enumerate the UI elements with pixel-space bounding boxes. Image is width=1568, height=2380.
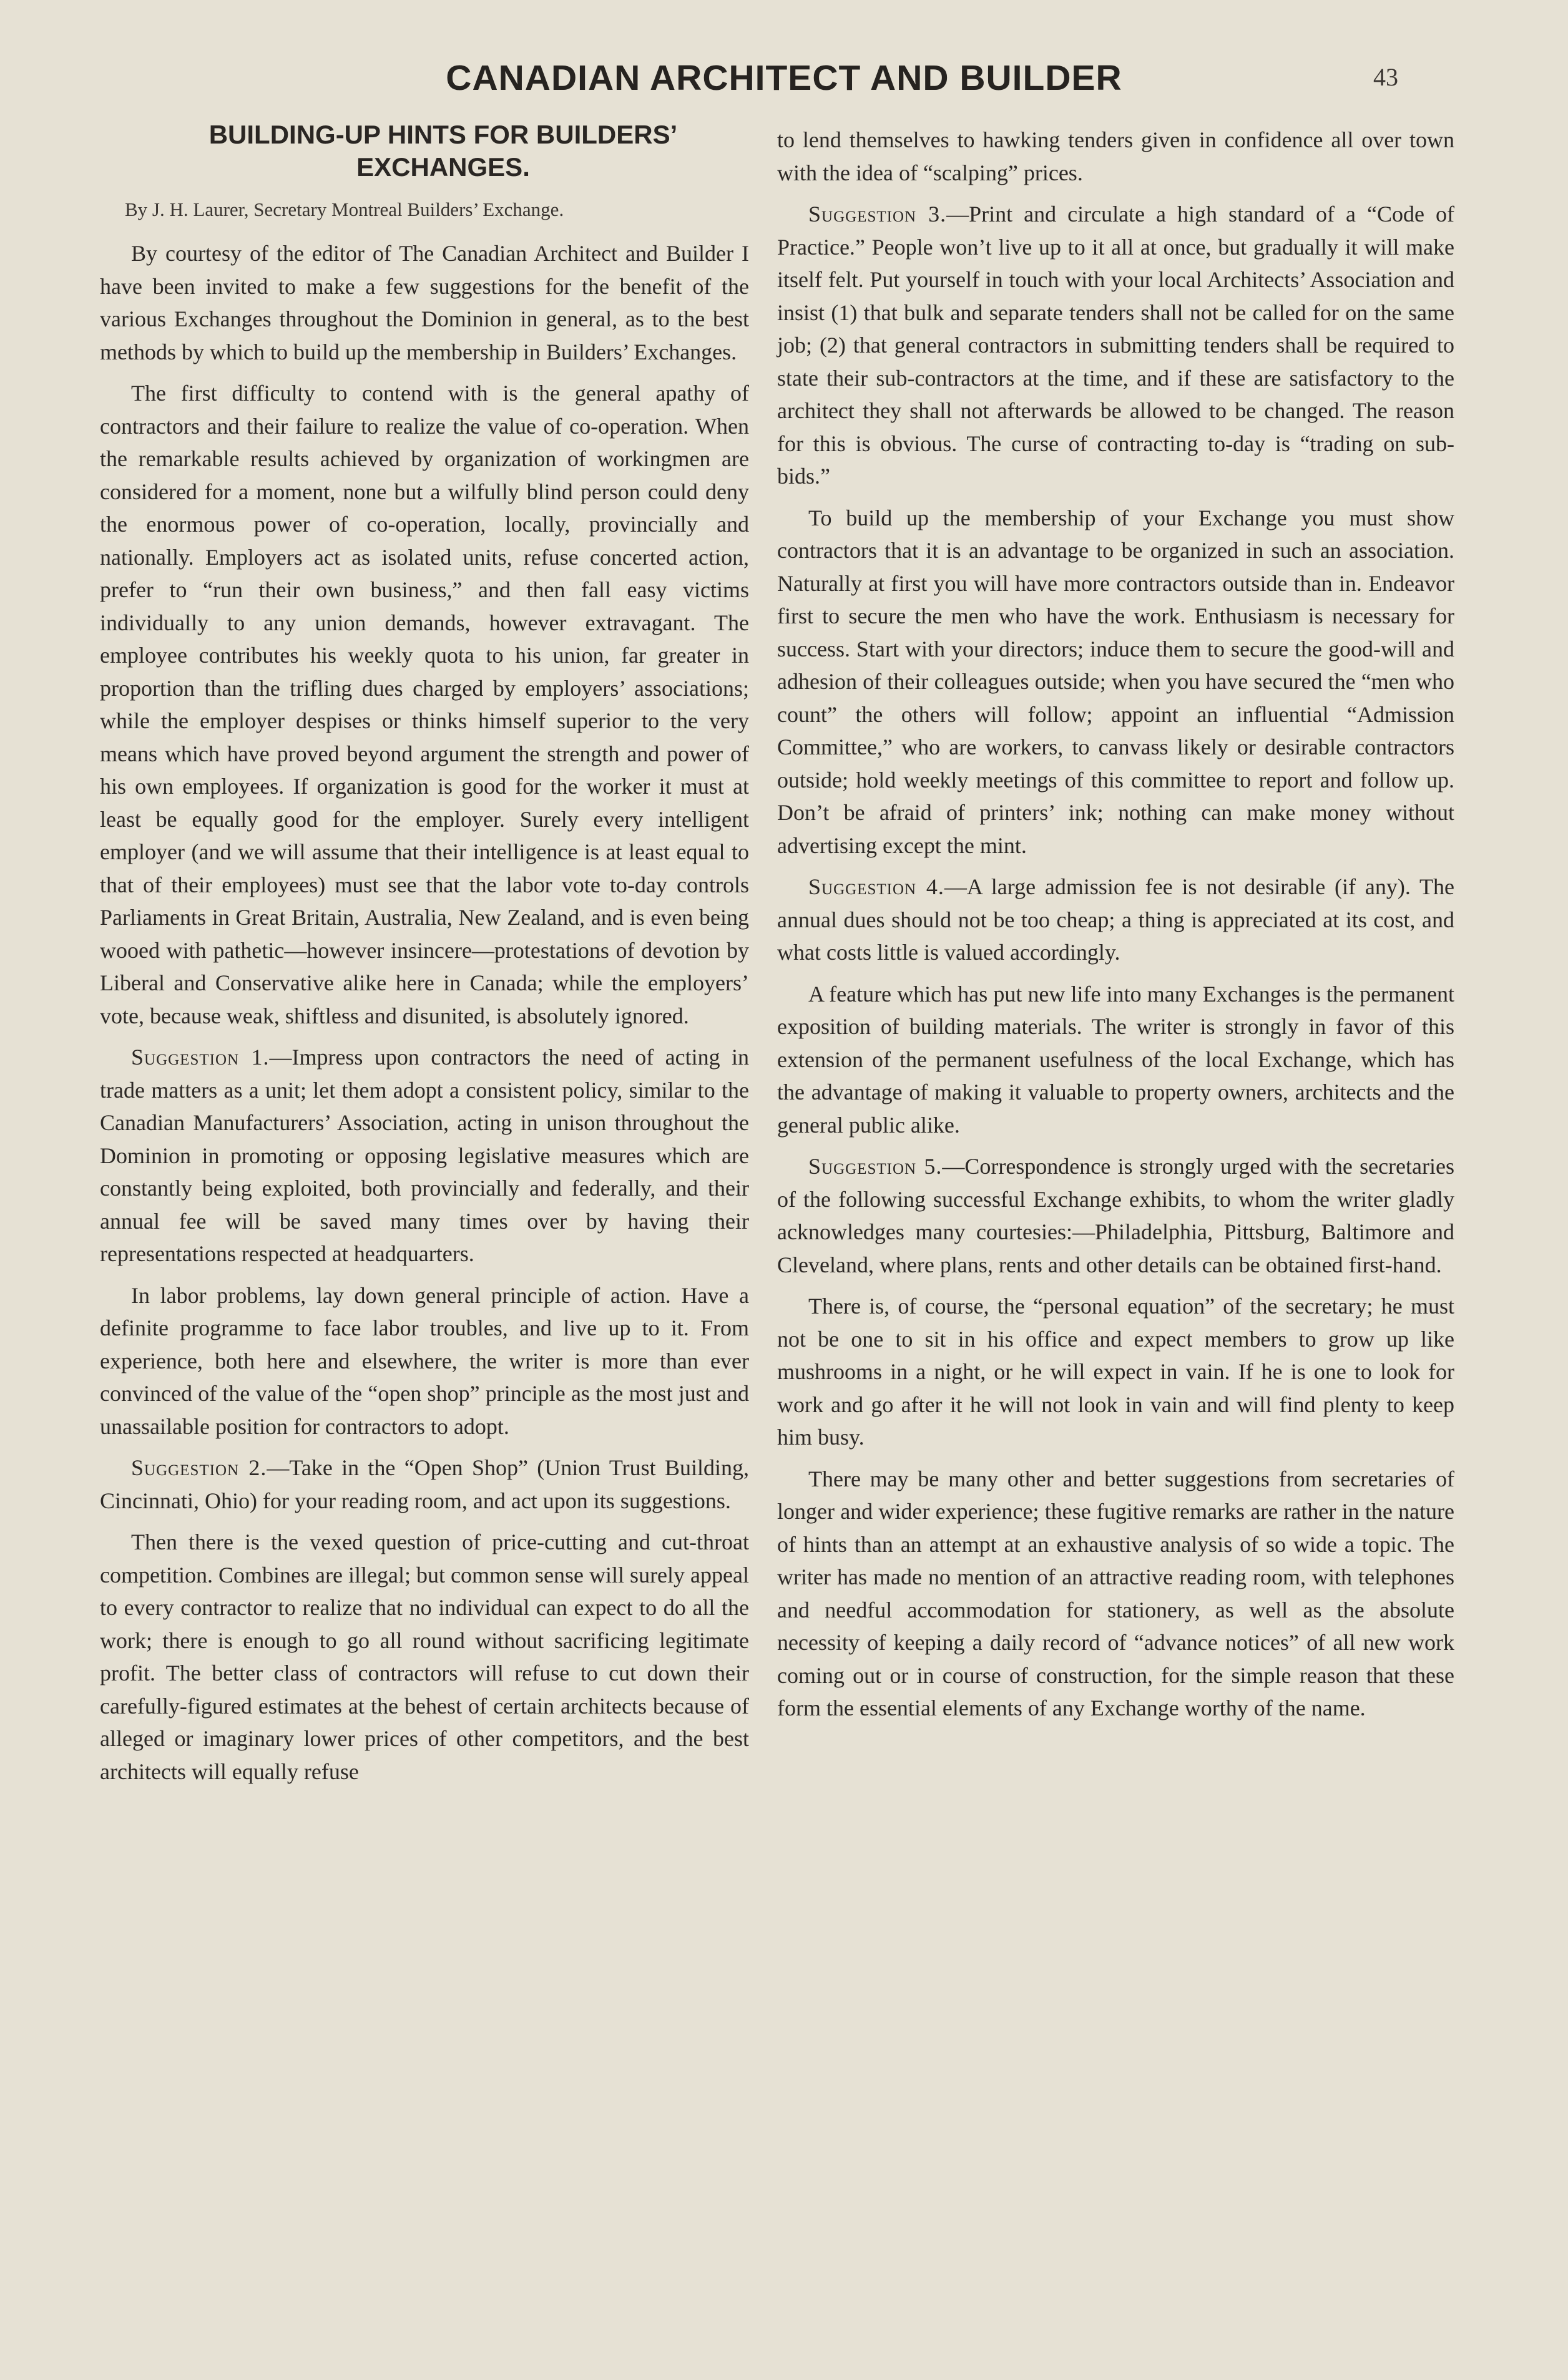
- paragraph: [777, 1150, 1454, 1281]
- suggestion-label: Suggestion 4.: [808, 874, 944, 899]
- paragraph: [100, 377, 749, 1032]
- paragraph-text: There may be many other and better suggestions from secretaries of longer and wider experience; these fugitive remarks are rather in the nature of hints than an attempt at an exhaustive analysis of so wide a topic. The writer has made no mention of an attractive reading room, with telephones and needful accommodation for stationery, as well as the absolute necessity of keeping a daily record of “advance notices” of all new work coming out or in course of construction, for the simple reason that these form the essential elements of any Exchange worthy of the name.: [777, 1466, 1454, 1720]
- article-title-line-2: EXCHANGES.: [356, 152, 530, 182]
- paragraph: [777, 871, 1454, 969]
- suggestion-label: Suggestion 5.: [808, 1154, 943, 1179]
- paragraph-text: —A large admission fee is not desirable (if any). The annual dues should not be too cheap; a thing is appreciated at its cost, and what costs little is valued accordingly.: [777, 874, 1454, 965]
- paragraph: [777, 198, 1454, 493]
- paragraph-text: to lend themselves to hawking tenders given in confidence all over town with the idea of “scalping” prices.: [777, 127, 1454, 185]
- paragraph: [100, 1041, 749, 1270]
- paragraph: [100, 1526, 749, 1788]
- page-number: 43: [1373, 63, 1398, 91]
- paragraph: [777, 1290, 1454, 1454]
- paragraph: [777, 502, 1454, 862]
- paragraph-text: Then there is the vexed question of price-cutting and cut-throat competition. Combines are illegal; but common sense will surely appeal to every contractor to realize that no individual can expect to do all the work; there is enough to go all round without sacrificing legitimate profit. The better class of contractors will refuse to cut down their carefully-figured estimates at the behest of certain architects because of alleged or imaginary lower prices of other competitors, and the best architects will equally refuse: [100, 1529, 749, 1784]
- suggestion-label: Suggestion 2.: [131, 1455, 267, 1480]
- paragraph: [777, 978, 1454, 1142]
- paragraph: [100, 1279, 749, 1443]
- paragraph: [777, 124, 1454, 189]
- paragraph-text: In labor problems, lay down general principle of action. Have a definite programme to face labor troubles, and live up to it. From experience, both here and elsewhere, the writer is more than ever convinced of the value of the “open shop” principle as the most just and unassailable position for contractors to adopt.: [100, 1282, 749, 1439]
- paragraph-text: There is, of course, the “personal equation” of the secretary; he must not be one to sit in his office and expect members to grow up like mushrooms in a night, or he will expect in vain. If he is one to look for work and go after it he will not look in vain and will find plenty to keep him busy.: [777, 1294, 1454, 1450]
- article-title-line-1: BUILDING-UP HINTS FOR BUILDERS’: [208, 120, 678, 149]
- paragraph-text: —Print and circulate a high standard of a “Code of Practice.” People won’t live up to it all at once, but gradually it will make itself felt. Put yourself in touch with your local Architects’ Association and insist (1) that bulk and separate tenders shall not be called for on the same job; (2) that general contractors in submitting tenders shall be required to state their sub-contractors at the time, and if these are satisfactory to the architect they shall not afterwards be allowed to be changed. The reason for this is obvious. The curse of contracting to-day is “trading on sub-bids.”: [777, 202, 1454, 489]
- article-byline: By J. H. Laurer, Secretary Montreal Builders’ Exchange.: [125, 198, 564, 220]
- paragraph-text: By courtesy of the editor of The Canadian Architect and Builder I have been invited to make a few suggestions for the benefit of the various Exchanges throughout the Dominion in general, as to the best methods by which to build up the membership in Builders’ Exchanges.: [100, 241, 749, 364]
- running-head: CANADIAN ARCHITECT AND BUILDER: [446, 58, 1122, 98]
- paragraph-text: —Take in the “Open Shop” (Union Trust Building, Cincinnati, Ohio) for your reading room, and act upon its suggestions.: [100, 1455, 749, 1513]
- suggestion-label: Suggestion 1.: [131, 1045, 270, 1070]
- paragraph-text: —Impress upon contractors the need of acting in trade matters as a unit; let them adopt a consistent policy, similar to the Canadian Manufacturers’ Association, acting in unison throughout the Dominion in promoting or opposing legislative measures which are constantly being exploited, both provincially and federally, and their annual fee will be saved many times over by having their representations respected at headquarters.: [100, 1045, 749, 1266]
- paragraph: [777, 1463, 1454, 1725]
- paragraph: [100, 1451, 749, 1517]
- right-column: [777, 124, 1454, 1734]
- paragraph-text: The first difficulty to contend with is the general apathy of contractors and their failure to realize the value of co-operation. When the remarkable results achieved by organization of workingmen are considered for a moment, none but a wilfully blind person could deny the enormous power of co-operation, locally, provincially and nationally. Employers act as isolated units, refuse concerted action, prefer to “run their own business,” and then fall easy victims individually to any union demands, however extravagant. The employee contributes his weekly quota to his union, far greater in proportion than the trifling dues charged by employers’ associations; while the employer despises or thinks himself superior to the very means which have proved beyond argument the strength and power of his own employees. If organization is good for the worker it must at least be equally good for the employer. Surely every intelligent employer (and we will assume that their intelligence is at least equal to that of their employees) must see that the labor vote to-day controls Parliaments in Great Britain, Australia, New Zealand, and is even being wooed with pathetic—however insincere—protestations of devotion by Liberal and Conservative alike here in Canada; while the employers’ vote, because weak, shiftless and disunited, is absolutely ignored.: [100, 381, 749, 1028]
- suggestion-label: Suggestion 3.: [808, 202, 947, 227]
- paragraph-text: A feature which has put new life into many Exchanges is the permanent exposition of building materials. The writer is strongly in favor of this extension of the permanent usefulness of the local Exchange, which has the advantage of making it valuable to property owners, architects and the general public alike.: [777, 981, 1454, 1138]
- paragraph: [100, 237, 749, 368]
- article-title: [112, 119, 774, 183]
- paragraph-text: To build up the membership of your Exchange you must show contractors that it is an advantage to be organized in such an association. Naturally at first you will have more contractors outside than in. Endeavor first to secure the men who have the work. Enthusiasm is necessary for success. Start with your directors; induce them to secure the good-will and adhesion of their colleagues outside; when you have secured the “men who count” the others will follow; appoint an influential “Admission Committee,” who are workers, to canvass likely or desirable contractors outside; hold weekly meetings of this committee to report and follow up. Don’t be afraid of printers’ ink; nothing can make money without advertising except the mint.: [777, 505, 1454, 858]
- paragraph-text: —Correspondence is strongly urged with the secretaries of the following successful Exchange exhibits, to whom the writer gladly acknowledges many courtesies:—Philadelphia, Pittsburg, Baltimore and Cleveland, where plans, rents and other details can be obtained first-hand.: [777, 1154, 1454, 1277]
- left-column: [100, 237, 749, 1797]
